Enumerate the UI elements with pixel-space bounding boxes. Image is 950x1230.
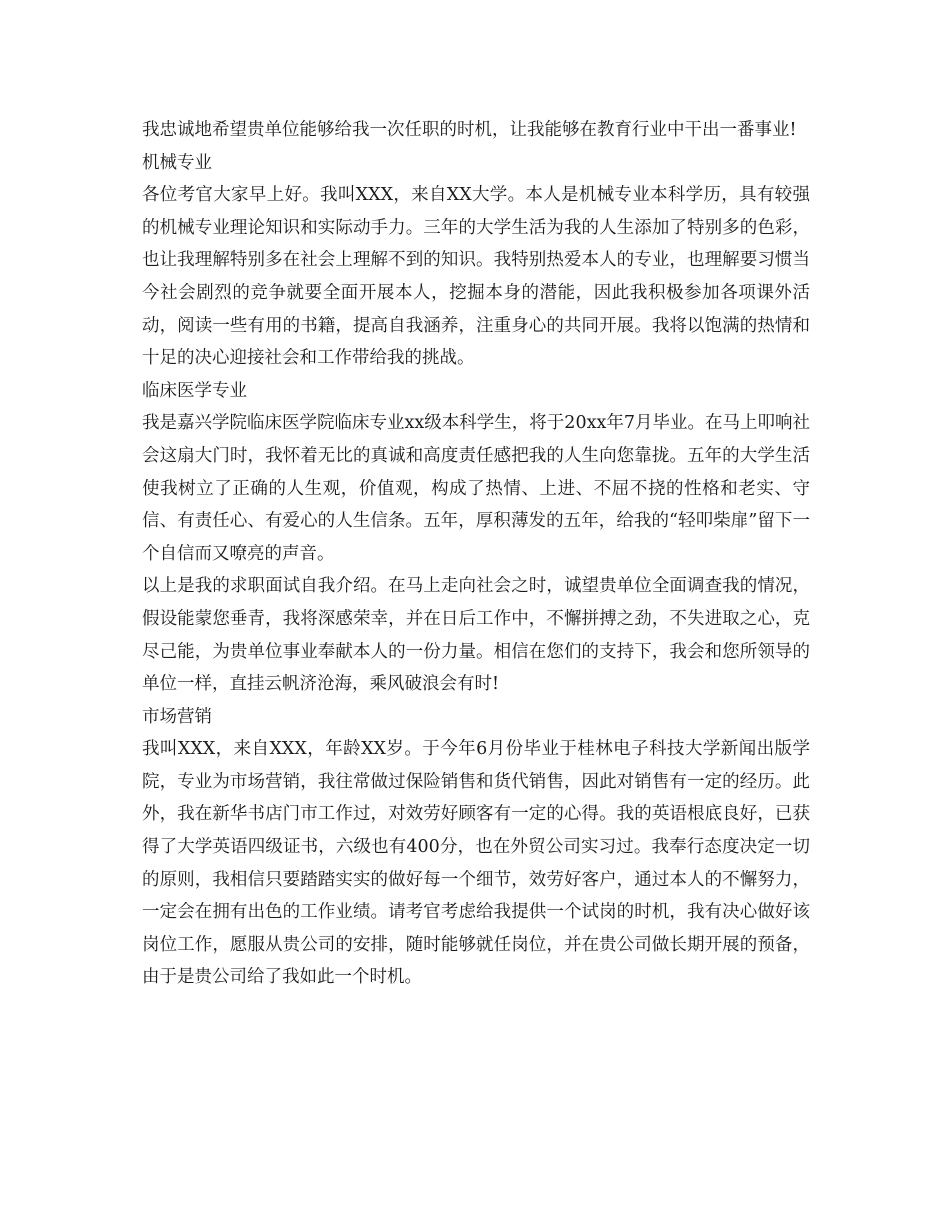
clinical-medicine-closing-paragraph: 以上是我的求职面试自我介绍。在马上走向社会之时，诚望贵单位全面调查我的情况，假设能蒙您垂青，我将深感荣幸，并在日后工作中，不懈拼搏之劲，不失进取之心，克尽己能，为贵单位事业奉献本人的一份力量。相信在您们的支持下，我会和您所领导的单位一样，直挂云帆济沧海，乘风破浪会有时!	[142, 576, 810, 695]
section-heading-mechanical: 机械专业	[142, 152, 212, 173]
clinical-medicine-paragraph: 我是嘉兴学院临床医学院临床专业xx级本科学生，将于20xx年7月毕业。在马上叩响社会这扇大门时，我怀着无比的真诚和高度责任感把我的人生向您靠拢。五年的大学生活使我树立了正确的人生观，价值观，构成了热情、上进、不屈不挠的性格和老实、守信、有责任心、有爱心的人生信条。五年，厚积薄发的五年，给我的“轻叩柴扉”留下一个自信而又嘹亮的声音。	[142, 413, 810, 564]
intro-closing-paragraph: 我忠诚地希望贵单位能够给我一次任职的时机，让我能够在教育行业中干出一番事业!	[142, 120, 797, 140]
document-body	[142, 114, 810, 994]
marketing-paragraph: 我叫XXX，来自XXX，年龄XX岁。于今年6月份毕业于桂林电子科技大学新闻出版学院，专业为市场营销，我往常做过保险销售和货代销售，因此对销售有一定的经历。此外，我在新华书店门市工作过，对效劳好顾客有一定的心得。我的英语根底良好，已获得了大学英语四级证书，六级也有400分，也在外贸公司实习过。我奉行态度决定一切的原则，我相信只要踏踏实实的做好每一个细节，效劳好客户，通过本人的不懈努力，一定会在拥有出色的工作业绩。请考官考虑给我提供一个试岗的时机，我有决心做好该岗位工作，愿服从贵公司的安排，随时能够就任岗位，并在贵公司做长期开展的预备，由于是贵公司给了我如此一个时机。	[142, 739, 810, 988]
mechanical-paragraph: 各位考官大家早上好。我叫XXX，来自XX大学。本人是机械专业本科学历，具有较强的机械专业理论知识和实际动手力。三年的大学生活为我的人生添加了特别多的色彩，也让我理解特别多在社会上理解不到的知识。我特别热爱本人的专业，也理解要习惯当今社会剧烈的竞争就要全面开展本人，挖掘本身的潜能，因此我积极参加各项课外活动，阅读一些有用的书籍，提高自我涵养，注重身心的共同开展。我将以饱满的热情和十足的决心迎接社会和工作带给我的挑战。	[142, 185, 810, 369]
section-heading-marketing: 市场营销	[142, 706, 212, 727]
section-heading-clinical-medicine: 临床医学专业	[142, 380, 247, 401]
